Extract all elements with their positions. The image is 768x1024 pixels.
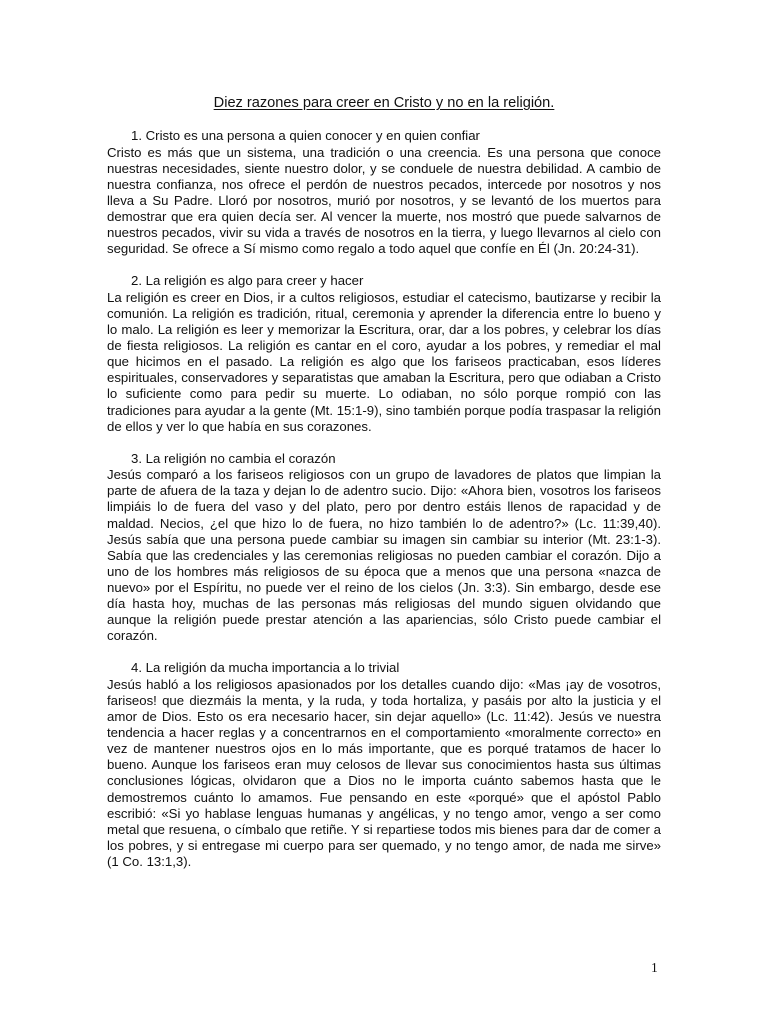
section-4 — [107, 660, 661, 870]
section-heading: 4. La religión da mucha importancia a lo trivial — [131, 660, 400, 676]
document-body — [107, 128, 661, 886]
section-paragraph: Jesús habló a los religiosos apasionados por los detalles cuando dijo: «Mas ¡ay de vosotros, fariseos! que diezmáis la menta, y la ruda, y toda hortaliza, y pasáis por alto la justicia y el amor de Dios. Esto os era necesario hacer, sin dejar aquello» (Lc. 11:42). Jesús ve nuestra tendencia a hacer reglas y a concentrarnos en el comportamiento «moralmente correcto» en vez de mantener nuestros ojos en lo más importante, que es porqué tratamos de hacer lo bueno. Aunque los fariseos eran muy celosos de llevar sus conocimientos hasta sus últimas conclusiones lógicas, olvidaron que a Dios no le importa cuánto sabemos hasta que le demostremos cuánto lo amamos. Fue pensando en este «porqué» que el apóstol Pablo escribió: «Si yo hablase lenguas humanas y angélicas, y no tengo amor, vengo a ser como metal que resuena, o címbalo que retiñe. Y si repartiese todos mis bienes para dar de comer a los pobres, y si entregase mi cuerpo para ser quemado, y no tengo amor, de nada me sirve» (1 Co. 13:1,3). — [107, 676, 661, 869]
section-heading: 3. La religión no cambia el corazón — [131, 450, 336, 466]
document-title: Diez razones para creer en Cristo y no en la religión. — [213, 95, 555, 111]
page-number: 1 — [651, 960, 658, 975]
section-3 — [107, 451, 661, 645]
section-1 — [107, 128, 661, 257]
section-heading: 1. Cristo es una persona a quien conocer y en quien confiar — [131, 128, 480, 143]
section-heading: 2. La religión es algo para creer y hacer — [131, 273, 364, 289]
section-2 — [107, 273, 661, 434]
section-paragraph: Cristo es más que un sistema, una tradición o una creencia. Es una persona que conoce nuestras necesidades, siente nuestro dolor, y se conduele de nuestra debilidad. A cambio de nuestra confianza, nos ofrece el perdón de nuestros pecados, intercede por nosotros y nos lleva a Su Padre. Lloró por nosotros, murió por nosotros, y se levantó de los muertos para demostrar que era quien decía ser. Al vencer la muerte, nos mostró que puede salvarnos de nuestros pecados, vivir su vida a través de nosotros en la tierra, y luego llevarnos al cielo con seguridad. Se ofrece a Sí mismo como regalo a todo aquel que confíe en Él (Jn. 20:24-31). — [107, 144, 661, 257]
section-paragraph: La religión es creer en Dios, ir a cultos religiosos, estudiar el catecismo, bautizarse y recibir la comunión. La religión es tradición, ritual, ceremonia y aprender la diferencia entre lo bueno y lo malo. La religión es leer y memorizar la Escritura, orar, dar a los pobres, y celebrar los días de fiesta religiosos. La religión es cantar en el coro, ayudar a los pobres, y remediar el mal que hicimos en el pasado. La religión es algo que los fariseos practicaban, esos líderes espirituales, conservadores y separatistas que amaban la Escritura, pero que odiaban a Cristo lo suficiente como para pedir su muerte. Lo odiaban, no sólo porque rompió con las tradiciones para ayudar a la gente (Mt. 15:1-9), sino también porque podía traspasar la religión de ellos y ver lo que había en sus corazones. — [107, 289, 661, 434]
section-paragraph: Jesús comparó a los fariseos religiosos con un grupo de lavadores de platos que limpian la parte de afuera de la taza y dejan lo de adentro sucio. Dijo: «Ahora bien, vosotros los fariseos limpiáis lo de fuera del vaso y del plato, pero por dentro estáis llenos de rapacidad y de maldad. Necios, ¿el que hizo lo de fuera, no hizo también lo de adentro?» (Lc. 11:39,40). Jesús sabía que una persona puede cambiar su imagen sin cambiar su interior (Mt. 23:1-3). Sabía que las credenciales y las ceremonias religiosas no pueden cambiar el corazón. Dijo a uno de los hombres más religiosos de su época que a menos que una persona «nazca de nuevo» por el Espíritu, no puede ver el reino de los cielos (Jn. 3:3). Sin embargo, desde ese día hasta hoy, muchas de las personas más religiosas del mundo siguen olvidando que aunque la religión puede prestar atención a las apariencias, sólo Cristo puede cambiar el corazón. — [107, 467, 661, 644]
